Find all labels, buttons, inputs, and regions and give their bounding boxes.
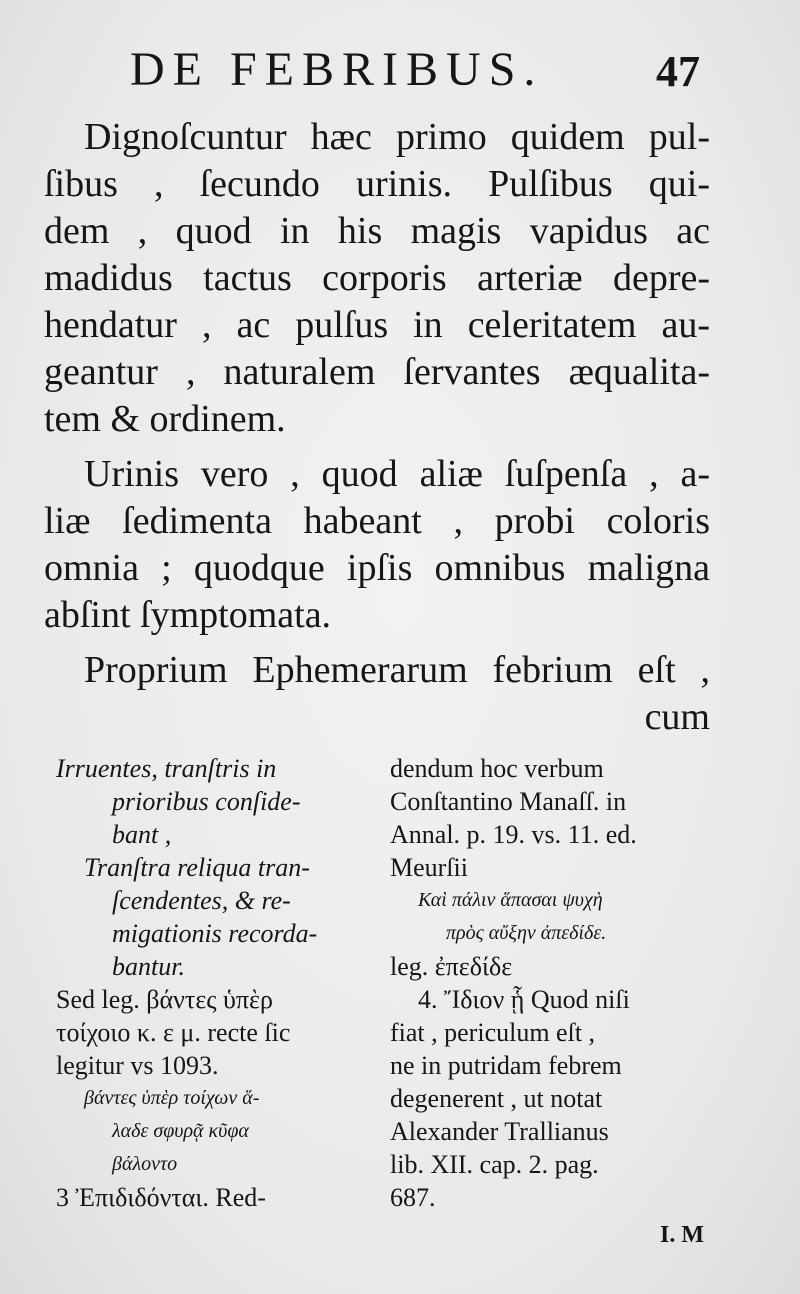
note-line: βάλοντο (112, 1153, 178, 1175)
note-line: Sed leg. βάντες ὑπὲρ (56, 985, 273, 1014)
paragraph (44, 114, 710, 443)
text-line: Urinis vero , quod aliæ ſuſpenſa , a- (84, 453, 710, 495)
page-number: 47 (656, 47, 700, 96)
text-line: madidus tactus corporis arteriæ depre- (44, 257, 710, 299)
page-header (120, 42, 700, 106)
note-line: Annal. p. 19. vs. 11. ed. (390, 820, 637, 849)
text-line: cum (644, 696, 710, 738)
note-line: Καὶ πάλιν ἅπασαι ψυχὴ (418, 889, 603, 911)
text-line: Proprium Ephemerarum febrium eſt , (84, 649, 710, 691)
note-line: Tranſtra reliqua tran- (84, 853, 310, 882)
note-line: 4. Ἴδιον ᾗ Quod niſi (418, 985, 630, 1014)
note-line: degenerent , ut notat (390, 1084, 603, 1113)
note-line: τοίχοιο κ. ε μ. recte ſic (56, 1018, 291, 1047)
text-line: omnia ; quodque ipſis omnibus maligna (44, 547, 710, 589)
note-line: ſcendentes, & re- (112, 886, 291, 915)
note-line: legitur vs 1093. (56, 1051, 219, 1080)
note-line: βάντες ὑπὲρ τοίχων ἅ- (84, 1087, 260, 1109)
note-line: ne in putridam febrem (390, 1051, 622, 1080)
note-line: leg. ἐπεδίδε (390, 952, 513, 981)
footnotes-right-column (390, 752, 700, 1214)
note-line: πρὸς αὔξην ἀπεδίδε. (446, 922, 607, 944)
note-line: λαδε σφυρᾷ κῦφα (112, 1120, 249, 1142)
note-line: prioribus conſide- (112, 787, 301, 816)
footnotes-left-column (56, 752, 356, 1214)
note-line: 687. (390, 1183, 436, 1212)
note-line: Conſtantino Manaſſ. in (390, 787, 627, 816)
text-line: tem & ordinem. (44, 398, 286, 440)
note-line: fiat , periculum eſt , (390, 1018, 596, 1047)
note-line: Meurſii (390, 853, 468, 882)
note-line: Irruentes, tranſtris in (56, 754, 277, 783)
note-line: dendum hoc verbum (390, 754, 604, 783)
catchword: I. M (660, 1222, 704, 1248)
note-line: bant , (112, 820, 172, 849)
text-line: ſibus , ſecundo urinis. Pulſibus qui- (44, 163, 710, 205)
paragraph (44, 647, 710, 741)
text-line: abſint ſymptomata. (44, 594, 332, 636)
text-line: Dignoſcuntur hæc primo quidem pul- (84, 116, 710, 158)
text-line: liæ ſedimenta habeant , probi coloris (44, 500, 710, 542)
text-line: hendatur , ac pulſus in celeritatem au- (44, 304, 710, 346)
note-line: 3 Ἐπιδιδόνται. Red- (56, 1183, 266, 1212)
text-line: geantur , naturalem ſervantes æqualita- (44, 351, 710, 393)
note-line: bantur. (112, 952, 185, 981)
running-title: DE FEBRIBUS. (130, 43, 544, 96)
main-text (44, 114, 710, 749)
note-line: lib. XII. cap. 2. pag. (390, 1150, 599, 1179)
note-line: Alexander Trallianus (390, 1117, 609, 1146)
note-line: migationis recorda- (112, 919, 318, 948)
text-line: dem , quod in his magis vapidus ac (44, 210, 710, 252)
paragraph (44, 451, 710, 639)
